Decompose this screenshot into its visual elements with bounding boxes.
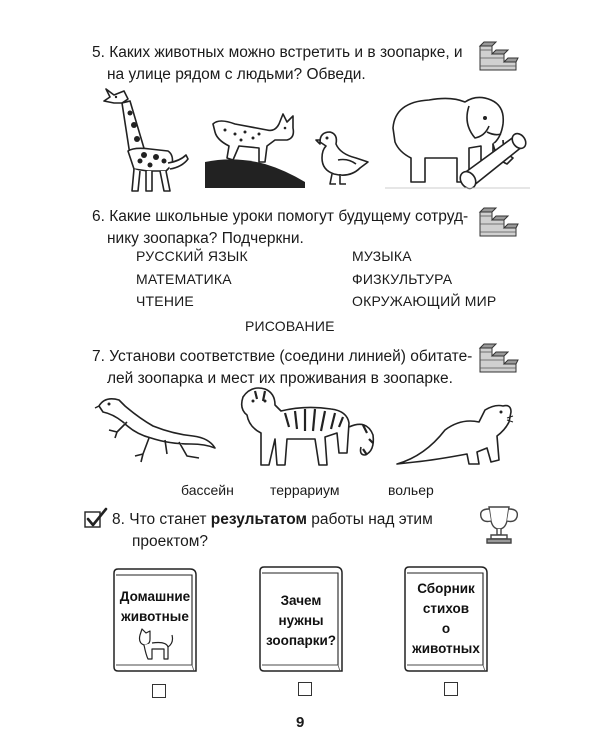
book2-line2: нужны xyxy=(278,613,324,628)
giraffe-illustration xyxy=(100,85,195,195)
q8-line1-suffix: работы над этим xyxy=(306,511,433,528)
subject-drawing[interactable]: РИСОВАНИЕ xyxy=(245,318,335,334)
q8-line1-prefix: 8. Что станет xyxy=(112,511,211,528)
checkbox-book2[interactable] xyxy=(298,682,312,696)
book-domestic-animals[interactable] xyxy=(112,567,198,675)
cat-illustration xyxy=(136,629,176,661)
q5-line1: 5. Каких животных можно встретить и в зоопарке, и xyxy=(92,44,463,61)
book2-line3: зоопарки? xyxy=(265,633,337,648)
lynx-illustration xyxy=(205,110,305,188)
q6-text xyxy=(92,206,482,250)
elephant-illustration xyxy=(385,88,530,193)
checkmark-icon xyxy=(84,507,108,529)
stairs-icon xyxy=(478,202,518,240)
lizard-illustration[interactable] xyxy=(95,392,220,472)
book1-line2: животные xyxy=(121,609,189,624)
q8-line1 xyxy=(112,509,492,531)
book2-line1: Зачем xyxy=(280,593,322,608)
place-terrarium[interactable]: террариум xyxy=(270,482,340,498)
page-number: 9 xyxy=(296,714,305,731)
stairs-icon xyxy=(478,36,518,74)
place-aviary[interactable]: вольер xyxy=(388,482,434,498)
stairs-icon xyxy=(478,338,518,376)
q8-line2: проектом? xyxy=(132,533,209,550)
q8-text xyxy=(112,509,492,553)
book3-line2: стихов xyxy=(422,601,470,616)
place-pool[interactable]: бассейн xyxy=(181,482,234,498)
q7-line1: 7. Установи соответствие (соедини линией) обитате- xyxy=(92,348,473,365)
book3-line1: Сборник xyxy=(417,581,475,596)
subject-russian[interactable]: РУССКИЙ ЯЗЫК xyxy=(136,248,248,264)
subject-music[interactable]: МУЗЫКА xyxy=(352,248,412,264)
subject-world[interactable]: ОКРУЖАЮЩИЙ МИР xyxy=(352,293,497,309)
book-why-zoos[interactable] xyxy=(258,565,344,675)
q6-line1: 6. Какие школьные уроки помогут будущему сотруд- xyxy=(92,208,469,225)
book1-line1: Домашние xyxy=(119,589,191,604)
subject-pe[interactable]: ФИЗКУЛЬТУРА xyxy=(352,271,453,287)
q7-line2: лей зоопарка и мест их проживания в зоопарке. xyxy=(107,370,453,387)
tiger-illustration[interactable] xyxy=(235,383,385,478)
checkbox-book3[interactable] xyxy=(444,682,458,696)
book3-line3: о xyxy=(441,621,451,636)
subject-reading[interactable]: ЧТЕНИЕ xyxy=(136,293,194,309)
book3-line4: животных xyxy=(412,641,480,656)
q8-line1-bold: результатом xyxy=(210,511,307,528)
subject-math[interactable]: МАТЕМАТИКА xyxy=(136,271,232,287)
trophy-icon xyxy=(477,503,521,547)
checkbox-book1[interactable] xyxy=(152,684,166,698)
book-poems-about-animals[interactable] xyxy=(403,565,489,675)
dove-illustration xyxy=(310,128,370,190)
q6-line2: нику зоопарка? Подчеркни. xyxy=(107,230,304,247)
q5-line2: на улице рядом с людьми? Обведи. xyxy=(107,66,366,83)
q5-text xyxy=(92,42,472,86)
otter-illustration[interactable] xyxy=(395,400,525,475)
